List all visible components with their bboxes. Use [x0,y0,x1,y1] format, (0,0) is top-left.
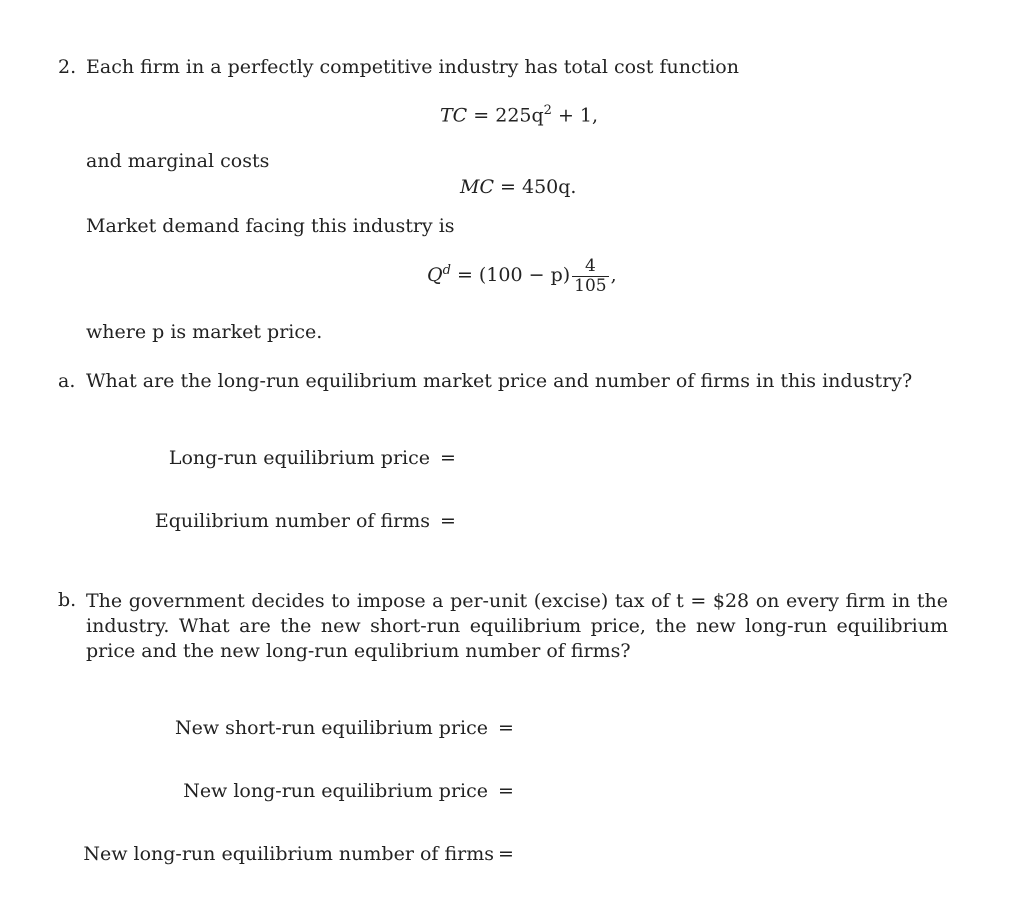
part-a-marker: a. [58,370,76,392]
answer-new-sr-price-eq: = [498,717,514,739]
part-a-question: What are the long-run equilibrium market price and number of firms in this industry? [86,370,913,392]
demand-lhs: Q [427,264,443,287]
answer-lr-price-label: Long-run equilibrium price [168,447,430,469]
where-text: where p is market price. [86,321,323,343]
part-b-marker: b. [58,589,77,611]
fraction-numerator: 4 [572,257,608,277]
answer-new-sr-price-label: New short-run equilibrium price [174,717,488,739]
answer-new-lr-firms-eq: = [498,843,514,865]
demand-fraction [572,257,608,295]
answer-new-lr-price-label: New long-run equilibrium price [183,780,488,802]
answer-new-lr-price-eq: = [498,780,514,802]
tc-rhs-a: = 225q [473,104,544,127]
demand-trail: , [610,264,617,287]
mc-lhs: MC [460,176,494,198]
answer-lr-price-eq: = [440,447,456,469]
problem-number: 2. [58,56,77,78]
mc-equation [460,176,576,199]
demand-rhs: = (100 − p) [456,264,571,287]
tc-rhs-b: + 1, [551,104,599,127]
mc-intro: and marginal costs [86,150,270,172]
demand-intro: Market demand facing this industry is [86,215,455,237]
tc-lhs: TC [440,104,468,127]
answer-firms-eq: = [440,510,456,532]
demand-sup: d [442,262,451,278]
answer-firms-label: Equilibrium number of firms [154,510,430,532]
tc-exponent: 2 [543,103,552,118]
tc-equation [440,103,598,127]
part-b-question: The government decides to impose a per-unit (excise) tax of t = $28 on every firm in the industry. What are the new short-run equilibrium price, the new long-run equilibrium price and the new long-run equlibrium number of firms? [86,590,948,662]
demand-equation [427,257,617,295]
answer-new-lr-firms-label: New long-run equilibrium number of firms [83,843,494,865]
mc-rhs: = 450q. [500,176,577,198]
fraction-denominator: 105 [574,275,607,296]
problem-intro: Each firm in a perfectly competitive industry has total cost function [86,56,739,78]
